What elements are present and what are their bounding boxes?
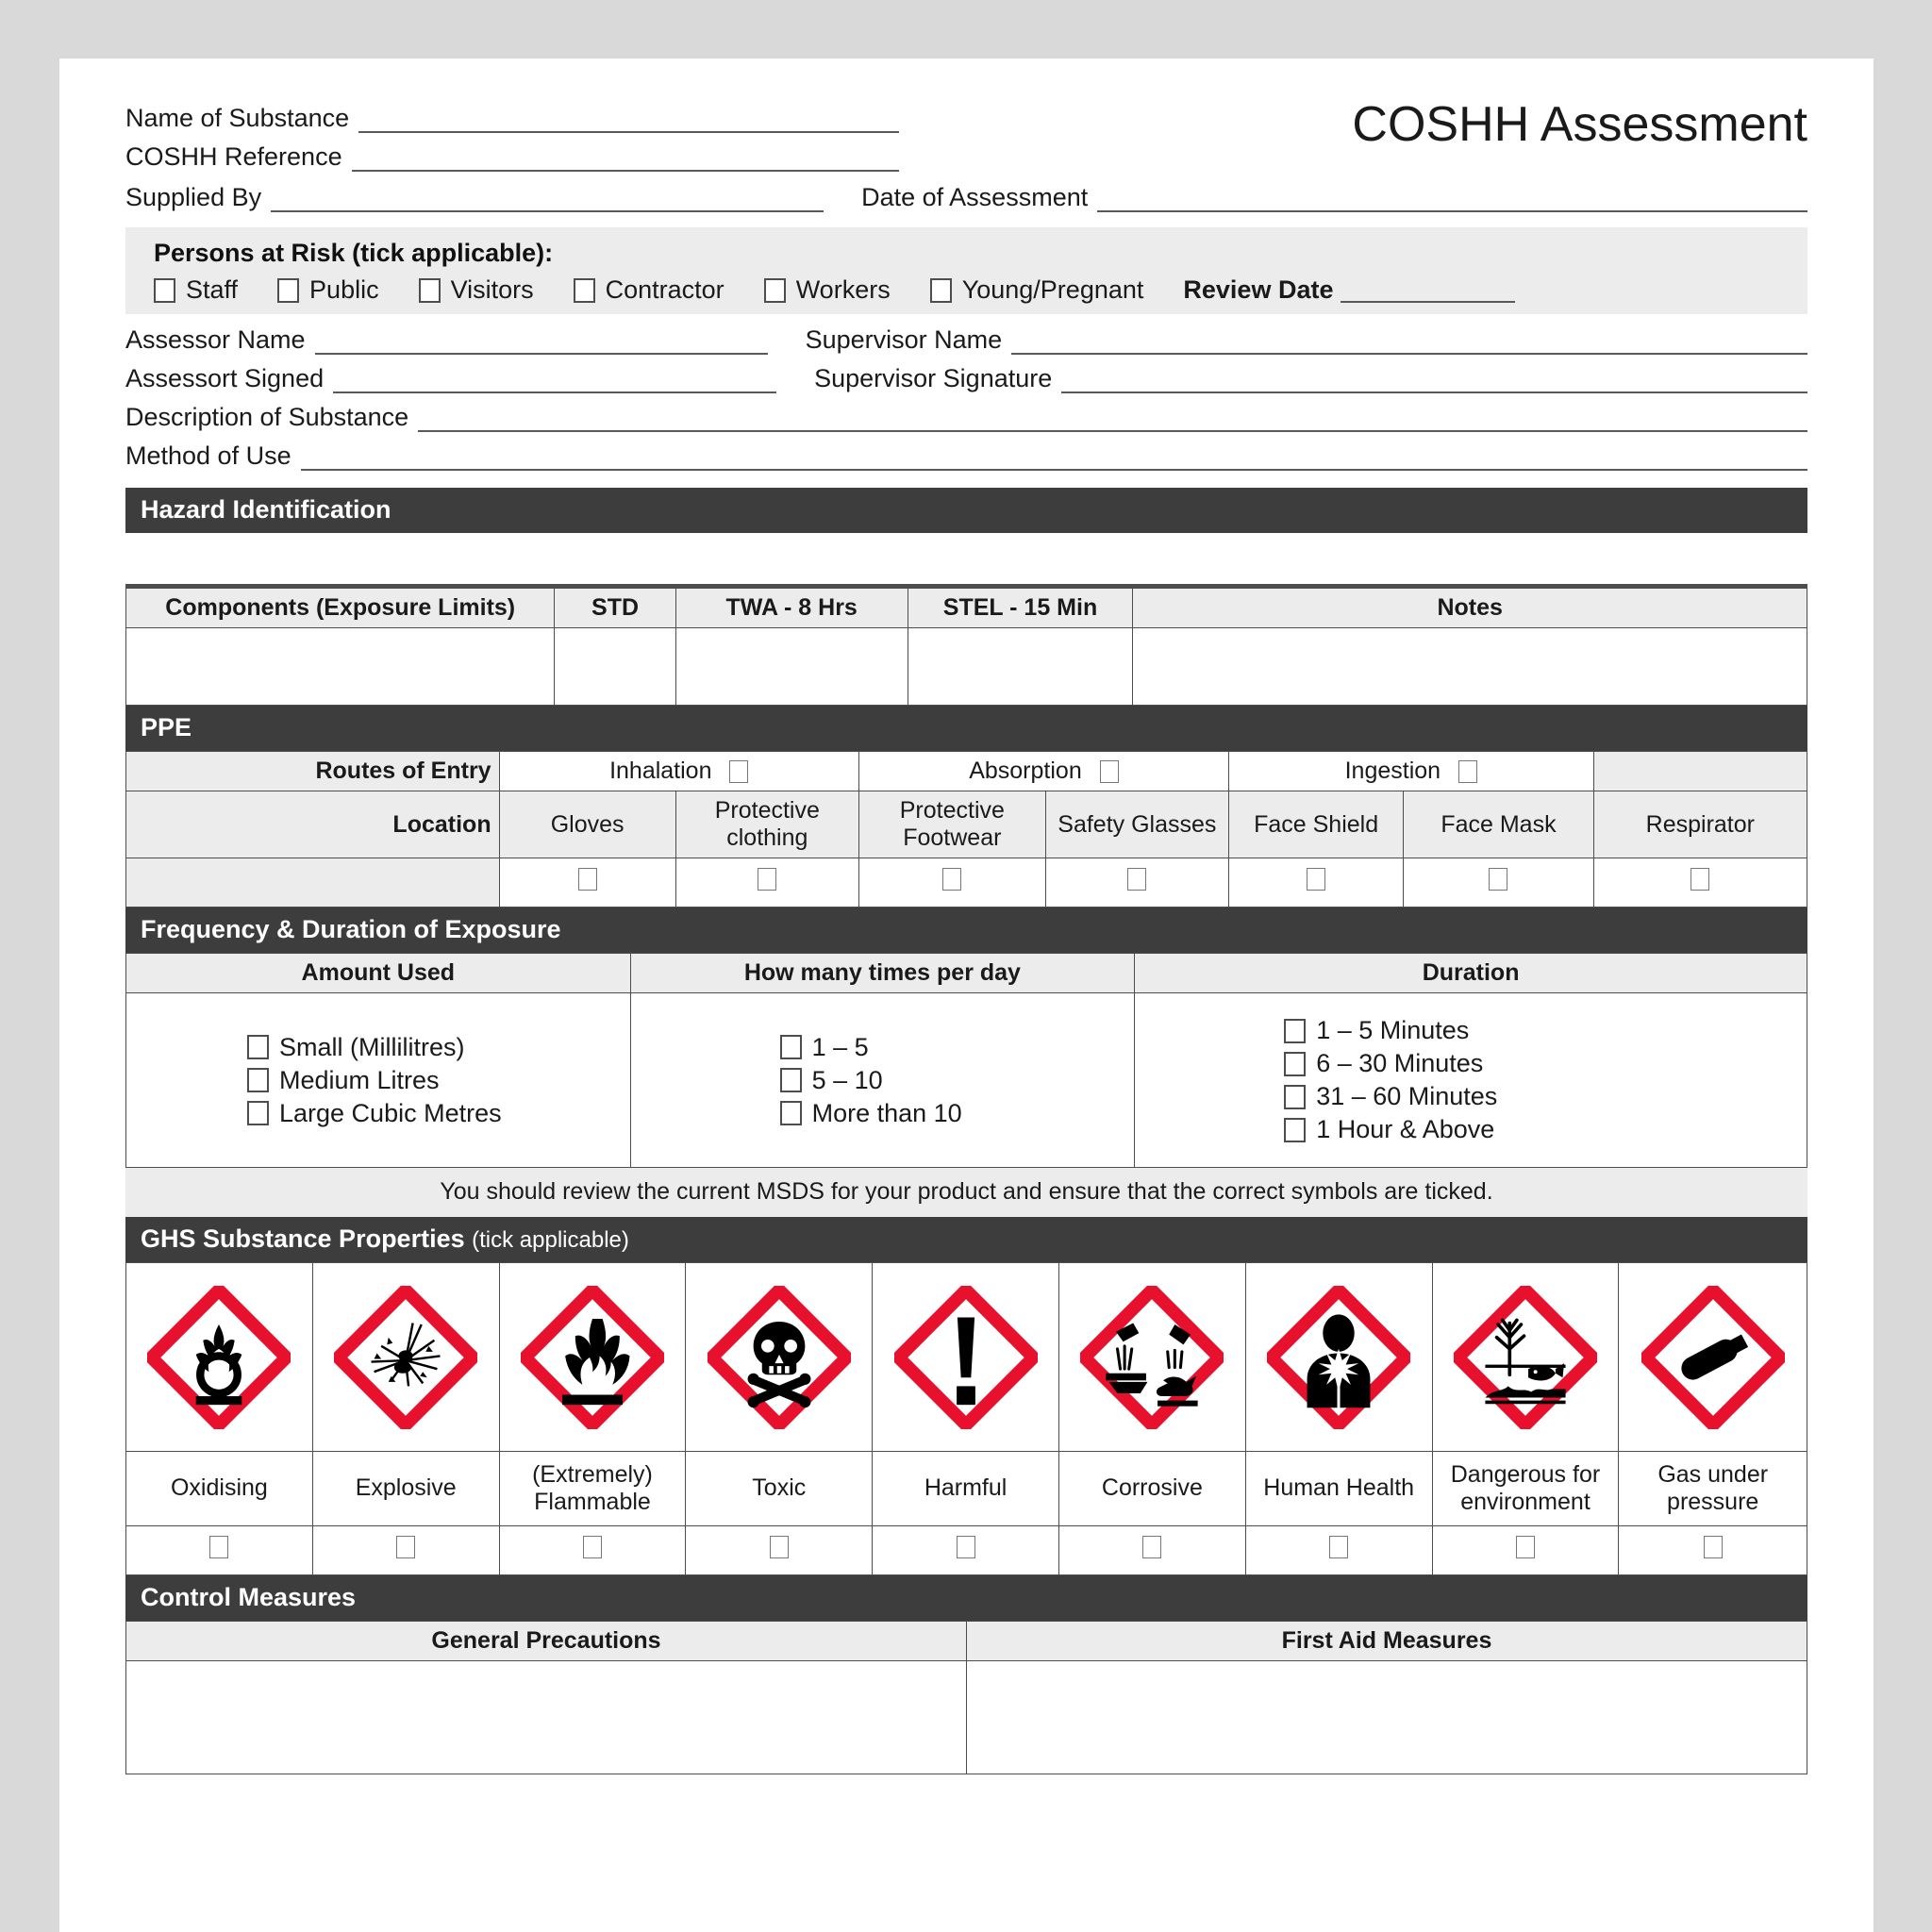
column-header-first-aid-measures: First Aid Measures	[967, 1621, 1807, 1660]
duration-option-label: 31 – 60 Minutes	[1316, 1082, 1498, 1110]
ghs-cell-explosive	[312, 1263, 499, 1452]
route-absorption[interactable]	[858, 752, 1228, 791]
amount-used-list	[134, 1016, 623, 1145]
duration-option-label: 1 Hour & Above	[1316, 1115, 1495, 1143]
ppe-respirator-checkbox-cell[interactable]	[1593, 858, 1807, 908]
checkbox-icon[interactable]	[396, 1536, 415, 1558]
ghs-checkbox-cell-corrosive[interactable]	[1058, 1525, 1245, 1574]
checkbox-icon[interactable]	[1458, 760, 1477, 783]
ghs-checkbox-cell-gas-under-pressure[interactable]	[1619, 1525, 1807, 1574]
risk-option-label: Public	[309, 275, 379, 304]
cell-stel[interactable]	[908, 628, 1133, 706]
risk-option-label: Contractor	[605, 275, 724, 304]
risk-option-workers[interactable]	[764, 275, 891, 305]
field-label: Supplied By	[125, 183, 262, 211]
review-date-input[interactable]	[1341, 278, 1515, 303]
amount-option-label: Small (Millilitres)	[279, 1032, 465, 1061]
ghs-label-environment: Dangerous for environment	[1432, 1452, 1619, 1526]
ppe-safety-glasses-checkbox-cell[interactable]	[1045, 858, 1228, 908]
checkbox-icon[interactable]	[1516, 1536, 1535, 1558]
ghs-table	[125, 1262, 1807, 1575]
ghs-cell-environment	[1432, 1263, 1619, 1452]
ghs-checkbox-cell-harmful[interactable]	[873, 1525, 1059, 1574]
page-title: COSHH Assessment	[1352, 97, 1807, 152]
times-per-day-cell	[630, 993, 1135, 1168]
method-of-use-input[interactable]	[301, 446, 1807, 471]
ghs-label-human-health: Human Health	[1245, 1452, 1432, 1526]
field-coshh-reference	[125, 144, 899, 172]
checkbox-icon[interactable]	[1284, 1118, 1306, 1142]
field-label: Supervisor Signature	[814, 364, 1053, 392]
frequency-duration-table	[125, 953, 1807, 1168]
checkbox-icon[interactable]	[1704, 1536, 1723, 1558]
section-ghs-substance-properties	[125, 1217, 1807, 1262]
ghs-pictogram-row	[126, 1263, 1807, 1452]
ghs-health-hazard-icon	[1267, 1286, 1410, 1429]
ghs-checkbox-cell-explosive[interactable]	[312, 1525, 499, 1574]
ghs-cell-human-health	[1245, 1263, 1432, 1452]
times-option-5-10[interactable]	[780, 1066, 1127, 1095]
ghs-harmful-icon	[894, 1286, 1038, 1429]
checkbox-icon[interactable]	[1127, 868, 1146, 891]
duration-option-label: 6 – 30 Minutes	[1316, 1049, 1484, 1077]
route-label: Ingestion	[1344, 758, 1441, 784]
routes-of-entry-label: Routes of Entry	[126, 752, 500, 791]
ppe-face-shield-header: Face Shield	[1228, 791, 1403, 858]
field-supplied-by-row	[125, 185, 1807, 212]
ppe-safety-glasses-header: Safety Glasses	[1045, 791, 1228, 858]
ppe-location-input[interactable]	[126, 858, 500, 908]
checkbox-icon[interactable]	[583, 1536, 602, 1558]
checkbox-icon[interactable]	[957, 1536, 975, 1558]
ghs-title: GHS Substance Properties	[141, 1224, 465, 1253]
persons-at-risk-title: Persons at Risk (tick applicable):	[154, 239, 554, 267]
checkbox-icon[interactable]	[277, 278, 299, 303]
field-method-row	[125, 443, 1807, 471]
ppe-checkbox-row	[126, 858, 1807, 908]
name-of-substance-input[interactable]	[358, 108, 899, 133]
header-left-fields	[125, 106, 899, 183]
ppe-gloves-header: Gloves	[499, 791, 675, 858]
risk-option-contractor[interactable]	[574, 275, 724, 305]
ppe-protective-footwear-header: Protective Footwear	[858, 791, 1045, 858]
times-option-label: More than 10	[811, 1098, 962, 1127]
section-frequency-duration: Frequency & Duration of Exposure	[125, 908, 1807, 953]
frequency-header-row	[126, 954, 1807, 993]
duration-option-label: 1 – 5 Minutes	[1316, 1016, 1470, 1044]
column-header-times-per-day: How many times per day	[630, 954, 1135, 993]
column-header-notes: Notes	[1133, 588, 1807, 628]
checkbox-icon[interactable]	[247, 1035, 269, 1059]
risk-option-label: Visitors	[450, 275, 534, 304]
frequency-body-row	[126, 993, 1807, 1168]
duration-list	[1142, 999, 1799, 1161]
times-option-label: 5 – 10	[811, 1065, 883, 1094]
ghs-cell-gas-under-pressure	[1619, 1263, 1807, 1452]
ghs-label-corrosive: Corrosive	[1058, 1452, 1245, 1526]
column-header-duration: Duration	[1135, 954, 1807, 993]
checkbox-icon[interactable]	[1489, 868, 1507, 891]
ghs-label-explosive: Explosive	[312, 1452, 499, 1526]
ghs-toxic-icon	[708, 1286, 851, 1429]
ghs-checkbox-cell-environment[interactable]	[1432, 1525, 1619, 1574]
supplied-by-input[interactable]	[271, 188, 824, 212]
ghs-label-flammable: (Extremely) Flammable	[499, 1452, 686, 1526]
cell-components[interactable]	[126, 628, 555, 706]
checkbox-icon[interactable]	[780, 1068, 802, 1092]
ghs-corrosive-icon	[1080, 1286, 1224, 1429]
column-header-twa: TWA - 8 Hrs	[675, 588, 908, 628]
ghs-environment-icon	[1454, 1286, 1597, 1429]
times-per-day-list	[639, 1016, 1127, 1145]
field-label: Assessort Signed	[125, 364, 325, 392]
ppe-protective-clothing-checkbox-cell[interactable]	[675, 858, 858, 908]
ppe-protective-clothing-header: Protective clothing	[675, 791, 858, 858]
field-name-of-substance	[125, 106, 899, 133]
column-header-std: STD	[555, 588, 675, 628]
duration-option-31-60-min[interactable]	[1284, 1082, 1799, 1111]
ppe-face-shield-checkbox-cell[interactable]	[1228, 858, 1403, 908]
checkbox-icon[interactable]	[247, 1068, 269, 1092]
duration-option-1-5-min[interactable]	[1284, 1016, 1799, 1045]
risk-option-young-pregnant[interactable]	[930, 275, 1144, 305]
supervisor-signature-input[interactable]	[1061, 369, 1807, 393]
checkbox-icon[interactable]	[419, 278, 441, 303]
route-ingestion[interactable]	[1228, 752, 1593, 791]
assessor-signed-input[interactable]	[333, 369, 776, 393]
checkbox-icon[interactable]	[154, 278, 175, 303]
checkbox-icon[interactable]	[247, 1101, 269, 1125]
amount-option-label: Large Cubic Metres	[279, 1098, 502, 1127]
column-header-amount-used: Amount Used	[126, 954, 631, 993]
risk-option-public[interactable]	[277, 275, 379, 305]
ppe-equipment-header-row	[126, 791, 1807, 858]
risk-option-visitors[interactable]	[419, 275, 534, 305]
ghs-checkbox-cell-human-health[interactable]	[1245, 1525, 1432, 1574]
section-hazard-identification: Hazard Identification	[125, 488, 1807, 533]
checkbox-icon[interactable]	[574, 278, 595, 303]
column-header-stel: STEL - 15 Min	[908, 588, 1133, 628]
risk-option-label: Workers	[795, 275, 891, 304]
amount-option-large[interactable]	[247, 1099, 623, 1128]
column-header-general-precautions: General Precautions	[126, 1621, 967, 1660]
field-label: Description of Substance	[125, 403, 409, 431]
ghs-label-gas-under-pressure: Gas under pressure	[1619, 1452, 1807, 1526]
checkbox-icon[interactable]	[758, 868, 776, 891]
field-label: Supervisor Name	[805, 325, 1003, 354]
persons-at-risk-options	[154, 275, 1807, 305]
checkbox-icon[interactable]	[1284, 1019, 1306, 1043]
risk-option-label: Young/Pregnant	[961, 275, 1144, 304]
ghs-gas-cylinder-icon	[1641, 1286, 1785, 1429]
persons-at-risk-band	[125, 227, 1807, 314]
cell-twa[interactable]	[675, 628, 908, 706]
ghs-checkbox-cell-toxic[interactable]	[686, 1525, 873, 1574]
field-description-row	[125, 405, 1807, 432]
ghs-label-row	[126, 1452, 1807, 1526]
checkbox-icon[interactable]	[1284, 1052, 1306, 1076]
location-label: Location	[126, 791, 500, 858]
ghs-cell-toxic	[686, 1263, 873, 1452]
checkbox-icon[interactable]	[1690, 868, 1709, 891]
duration-option-6-30-min[interactable]	[1284, 1049, 1799, 1078]
amount-option-medium[interactable]	[247, 1066, 623, 1095]
exposure-limits-table	[125, 586, 1807, 706]
ghs-subtitle: (tick applicable)	[472, 1227, 629, 1253]
review-date-label: Review Date	[1183, 275, 1334, 304]
general-precautions-input[interactable]	[126, 1660, 967, 1774]
supervisor-name-input[interactable]	[1011, 330, 1807, 355]
ghs-cell-corrosive	[1058, 1263, 1245, 1452]
checkbox-icon[interactable]	[780, 1101, 802, 1125]
times-option-more-than-10[interactable]	[780, 1099, 1127, 1128]
duration-cell	[1135, 993, 1807, 1168]
route-label: Inhalation	[609, 758, 712, 784]
ppe-respirator-header: Respirator	[1593, 791, 1807, 858]
cell-notes[interactable]	[1133, 628, 1807, 706]
ghs-label-harmful: Harmful	[873, 1452, 1059, 1526]
route-label: Absorption	[969, 758, 1082, 784]
ppe-face-mask-header: Face Mask	[1404, 791, 1593, 858]
routes-empty-cell	[1593, 752, 1807, 791]
assessor-name-input[interactable]	[315, 330, 768, 355]
routes-of-entry-row	[126, 752, 1807, 791]
cell-std[interactable]	[555, 628, 675, 706]
table-row	[126, 628, 1807, 706]
times-option-1-5[interactable]	[780, 1033, 1127, 1062]
section-ppe: PPE	[125, 706, 1807, 751]
ppe-table	[125, 751, 1807, 908]
ppe-protective-footwear-checkbox-cell[interactable]	[858, 858, 1045, 908]
control-measures-table	[125, 1621, 1807, 1774]
coshh-reference-input[interactable]	[352, 147, 899, 172]
ghs-checkbox-cell-oxidising[interactable]	[126, 1525, 313, 1574]
ghs-explosive-icon	[334, 1286, 477, 1429]
checkbox-icon[interactable]	[1284, 1085, 1306, 1109]
checkbox-icon[interactable]	[770, 1536, 789, 1558]
checkbox-icon[interactable]	[1329, 1536, 1348, 1558]
ghs-label-oxidising: Oxidising	[126, 1452, 313, 1526]
checkbox-icon[interactable]	[764, 278, 786, 303]
field-label: Assessor Name	[125, 325, 306, 354]
route-inhalation[interactable]	[499, 752, 858, 791]
ppe-face-mask-checkbox-cell[interactable]	[1404, 858, 1593, 908]
duration-option-1-hour-above[interactable]	[1284, 1115, 1799, 1144]
checkbox-icon[interactable]	[930, 278, 952, 303]
control-measures-body-row	[126, 1660, 1807, 1774]
ppe-gloves-checkbox-cell[interactable]	[499, 858, 675, 908]
date-of-assessment-input[interactable]	[1097, 188, 1807, 212]
checkbox-icon[interactable]	[729, 760, 748, 783]
times-option-label: 1 – 5	[811, 1032, 869, 1061]
ghs-cell-flammable	[499, 1263, 686, 1452]
checkbox-icon[interactable]	[1100, 760, 1119, 783]
first-aid-measures-input[interactable]	[967, 1660, 1807, 1774]
table-header-row	[126, 588, 1807, 628]
field-assessor-signed-row	[125, 366, 1807, 393]
amount-option-small[interactable]	[247, 1033, 623, 1062]
msds-note: You should review the current MSDS for your product and ensure that the correct symbols are ticked.	[125, 1168, 1807, 1217]
ghs-oxidising-icon	[147, 1286, 291, 1429]
checkbox-icon[interactable]	[1307, 868, 1325, 891]
ghs-label-toxic: Toxic	[686, 1452, 873, 1526]
field-assessor-name-row	[125, 327, 1807, 355]
amount-option-label: Medium Litres	[279, 1065, 440, 1094]
checkbox-icon[interactable]	[209, 1536, 228, 1558]
checkbox-icon[interactable]	[1142, 1536, 1161, 1558]
field-label: Method of Use	[125, 441, 291, 470]
description-of-substance-input[interactable]	[418, 408, 1807, 432]
document-page	[59, 58, 1874, 1932]
ghs-flammable-icon	[521, 1286, 664, 1429]
field-label: Name of Substance	[125, 104, 350, 132]
field-label: Date of Assessment	[861, 183, 1089, 211]
column-header-components: Components (Exposure Limits)	[126, 588, 555, 628]
risk-option-label: Staff	[186, 275, 239, 304]
ghs-cell-oxidising	[126, 1263, 313, 1452]
header	[125, 97, 1807, 183]
ghs-checkbox-row	[126, 1525, 1807, 1574]
section-control-measures: Control Measures	[125, 1575, 1807, 1621]
checkbox-icon[interactable]	[578, 868, 597, 891]
ghs-cell-harmful	[873, 1263, 1059, 1452]
control-measures-header-row	[126, 1621, 1807, 1660]
checkbox-icon[interactable]	[942, 868, 961, 891]
risk-option-staff[interactable]	[154, 275, 238, 305]
field-label: COSHH Reference	[125, 142, 342, 171]
amount-used-cell	[126, 993, 631, 1168]
ghs-checkbox-cell-flammable[interactable]	[499, 1525, 686, 1574]
checkbox-icon[interactable]	[780, 1035, 802, 1059]
